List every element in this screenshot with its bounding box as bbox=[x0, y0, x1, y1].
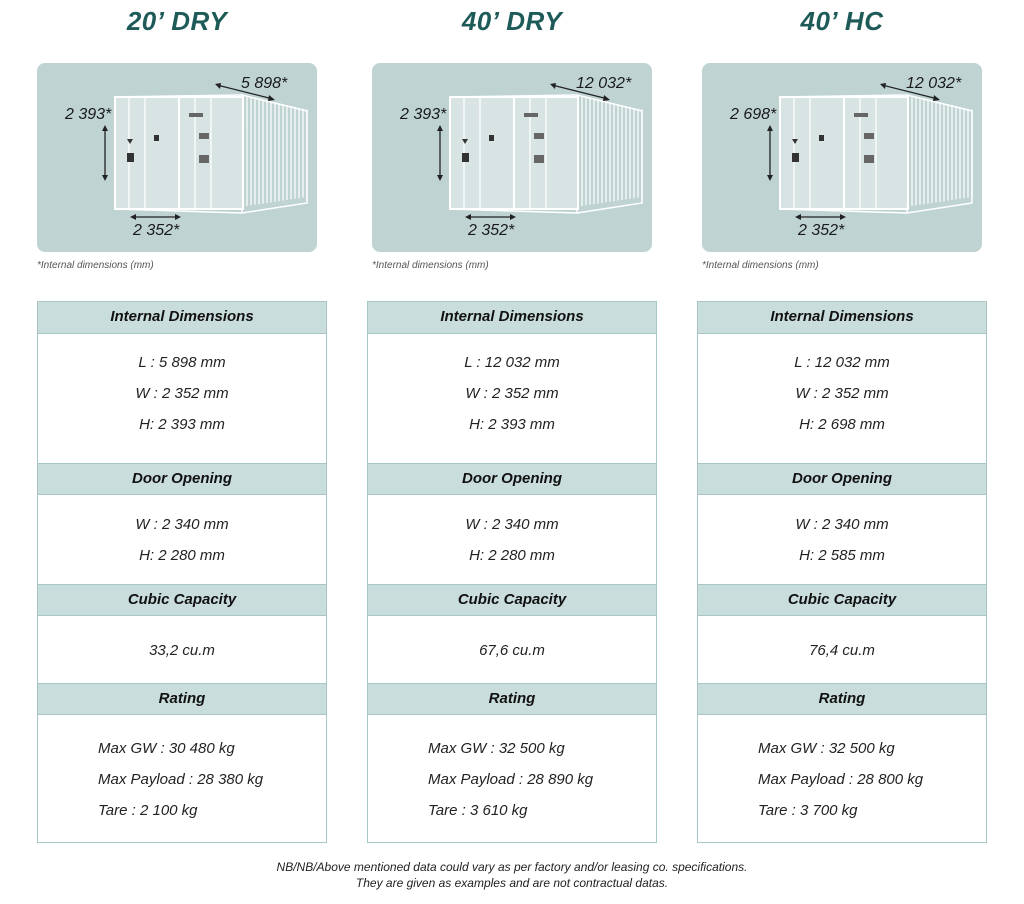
internal-width: W : 2 352 mm bbox=[795, 385, 889, 402]
height-dimension-label: 2 393* bbox=[65, 106, 112, 123]
cubic-capacity-value: 67,6 cu.m bbox=[479, 642, 545, 659]
spec-table bbox=[367, 301, 657, 843]
cubic-capacity-header: Cubic Capacity bbox=[698, 584, 986, 616]
max-gross-weight: Max GW : 32 500 kg bbox=[428, 740, 565, 757]
width-dimension-label: 2 352* bbox=[468, 222, 515, 239]
width-dimension-label: 2 352* bbox=[798, 222, 845, 239]
internal-length: L : 5 898 mm bbox=[138, 354, 226, 371]
height-dimension-label: 2 698* bbox=[730, 106, 777, 123]
length-dimension-label: 12 032* bbox=[576, 75, 632, 92]
rating-header: Rating bbox=[38, 683, 326, 715]
door-opening-header: Door Opening bbox=[38, 463, 326, 495]
container-type-title: 20’ DRY bbox=[126, 6, 228, 36]
height-dimension-label: 2 393* bbox=[400, 106, 447, 123]
cubic-capacity-value: 33,2 cu.m bbox=[149, 642, 215, 659]
disclaimer-line-2: They are given as examples and are not contractual datas. bbox=[355, 876, 669, 890]
container-picture bbox=[702, 63, 982, 252]
length-dimension-label: 5 898* bbox=[241, 75, 288, 92]
door-height: H: 2 585 mm bbox=[799, 547, 885, 564]
width-dimension-label: 2 352* bbox=[133, 222, 180, 239]
cubic-capacity-header: Cubic Capacity bbox=[368, 584, 656, 616]
container-picture bbox=[37, 63, 317, 252]
rating-header: Rating bbox=[698, 683, 986, 715]
internal-length: L : 12 032 mm bbox=[464, 354, 560, 371]
rating-header: Rating bbox=[368, 683, 656, 715]
max-payload: Max Payload : 28 800 kg bbox=[758, 771, 924, 788]
tare-weight: Tare : 3 610 kg bbox=[428, 802, 528, 819]
spec-table bbox=[37, 301, 327, 843]
tare-weight: Tare : 2 100 kg bbox=[98, 802, 198, 819]
internal-length: L : 12 032 mm bbox=[794, 354, 890, 371]
dimensions-note: *Internal dimensions (mm) bbox=[37, 260, 154, 271]
disclaimer-line-1: NB/NB/Above mentioned data could vary as per factory and/or leasing co. specifications. bbox=[276, 860, 748, 874]
internal-dimensions-header: Internal Dimensions bbox=[38, 302, 326, 334]
container-picture bbox=[372, 63, 652, 252]
container-type-title: 40’ DRY bbox=[461, 6, 563, 36]
internal-dimensions-header: Internal Dimensions bbox=[368, 302, 656, 334]
door-width: W : 2 340 mm bbox=[465, 516, 559, 533]
dimensions-note: *Internal dimensions (mm) bbox=[702, 260, 819, 271]
max-payload: Max Payload : 28 890 kg bbox=[428, 771, 594, 788]
door-height: H: 2 280 mm bbox=[469, 547, 555, 564]
internal-width: W : 2 352 mm bbox=[465, 385, 559, 402]
cubic-capacity-value: 76,4 cu.m bbox=[809, 642, 875, 659]
internal-width: W : 2 352 mm bbox=[135, 385, 229, 402]
max-payload: Max Payload : 28 380 kg bbox=[98, 771, 264, 788]
dimensions-note: *Internal dimensions (mm) bbox=[372, 260, 489, 271]
max-gross-weight: Max GW : 32 500 kg bbox=[758, 740, 895, 757]
internal-height: H: 2 393 mm bbox=[469, 416, 555, 433]
door-height: H: 2 280 mm bbox=[139, 547, 225, 564]
cubic-capacity-header: Cubic Capacity bbox=[38, 584, 326, 616]
length-dimension-label: 12 032* bbox=[906, 75, 962, 92]
internal-height: H: 2 698 mm bbox=[799, 416, 885, 433]
door-width: W : 2 340 mm bbox=[795, 516, 889, 533]
container-type-title: 40’ HC bbox=[800, 6, 884, 36]
door-opening-header: Door Opening bbox=[698, 463, 986, 495]
disclaimer-footer bbox=[0, 859, 1024, 891]
door-opening-header: Door Opening bbox=[368, 463, 656, 495]
spec-table bbox=[697, 301, 987, 843]
door-width: W : 2 340 mm bbox=[135, 516, 229, 533]
internal-dimensions-header: Internal Dimensions bbox=[698, 302, 986, 334]
max-gross-weight: Max GW : 30 480 kg bbox=[98, 740, 235, 757]
tare-weight: Tare : 3 700 kg bbox=[758, 802, 858, 819]
internal-height: H: 2 393 mm bbox=[139, 416, 225, 433]
